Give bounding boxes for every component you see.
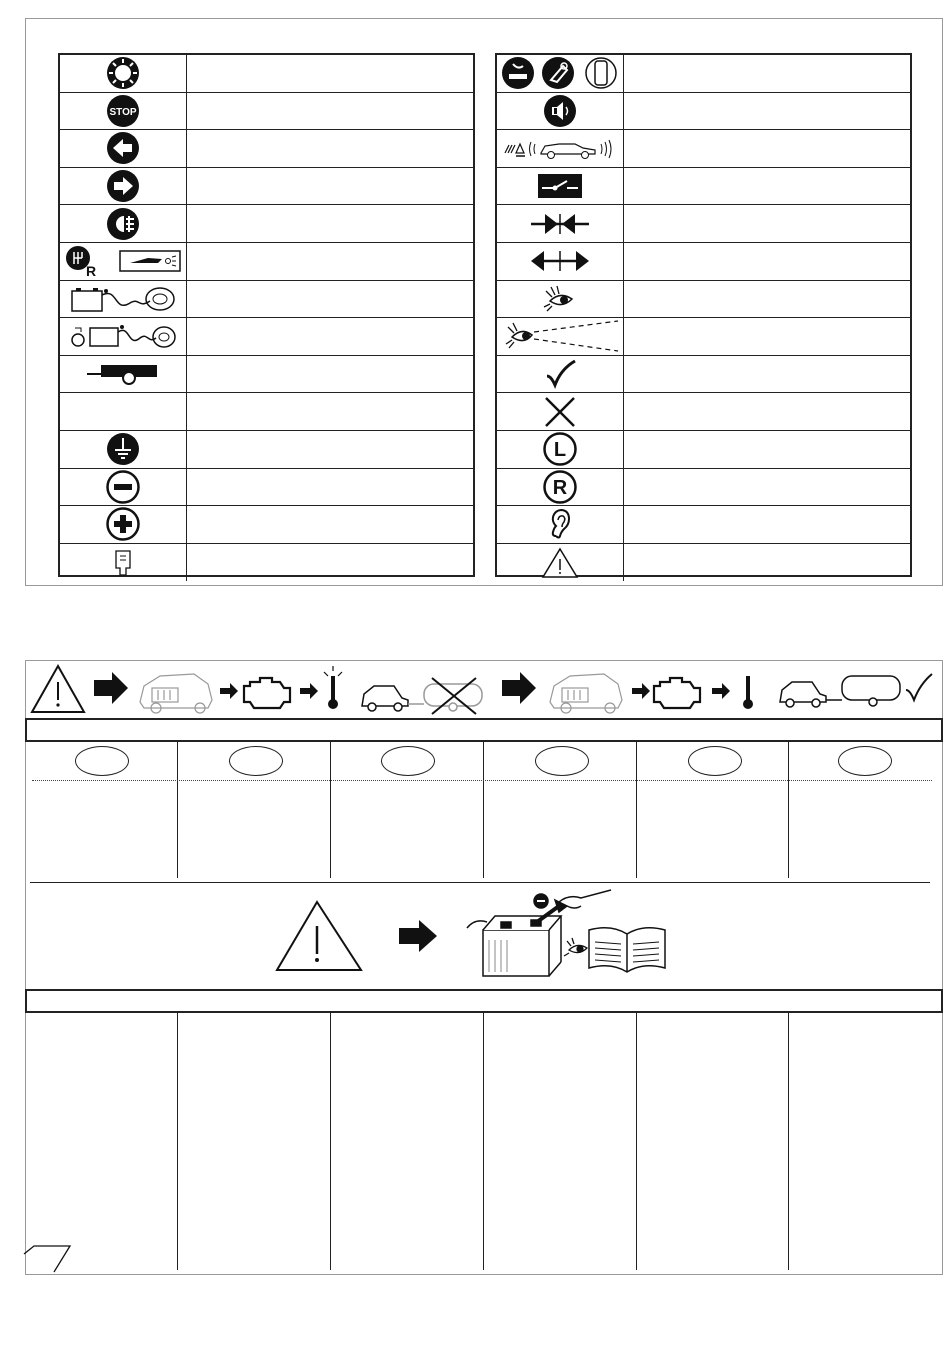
- arrows-inward-icon: [529, 211, 591, 237]
- ground-icon: [106, 432, 140, 466]
- symbol-table-left: [58, 53, 475, 577]
- step-badge-6: [838, 746, 892, 776]
- battery-warning-illustration: [275, 886, 675, 986]
- check-icon: [906, 674, 932, 700]
- legend-row: [497, 431, 910, 469]
- legend-row: [60, 93, 473, 131]
- engine-icon: [654, 678, 700, 708]
- legend-row: [60, 469, 473, 507]
- car-front-icon: [140, 674, 212, 713]
- parking-sensor-car-icon: [501, 133, 619, 163]
- legend-row: [60, 318, 473, 356]
- legend-label: [190, 168, 473, 205]
- legend-row: [497, 281, 910, 319]
- legend-label: [627, 393, 910, 430]
- legend-row: [60, 130, 473, 168]
- left-circle-icon: [543, 432, 577, 466]
- legend-row: [497, 93, 910, 131]
- reverse-light-icon: [64, 244, 184, 278]
- step-column-2: [178, 1013, 331, 1270]
- step-badge-2: [229, 746, 283, 776]
- stop-icon-text: STOP: [109, 106, 137, 118]
- turn-left-icon: [106, 131, 140, 165]
- legend-row: [60, 506, 473, 544]
- legend-row: [60, 544, 473, 582]
- arrow-small-icon: [632, 683, 650, 699]
- step-column-3: [331, 1013, 484, 1270]
- legend-label: [190, 243, 473, 280]
- step-column-1: [25, 1013, 178, 1270]
- reverse-icon-text: R: [86, 263, 97, 280]
- legend-row: [497, 506, 910, 544]
- eye-view-icon: [500, 319, 620, 353]
- step-badge-4: [535, 746, 589, 776]
- legend-row: [497, 205, 910, 243]
- legend-label: [190, 393, 473, 430]
- engine-icon: [244, 678, 290, 708]
- step-badge-1: [75, 746, 129, 776]
- rear-fog-light-icon: [106, 207, 140, 241]
- arrow-small-icon: [300, 683, 318, 699]
- step-badge-5: [688, 746, 742, 776]
- legend-label: [627, 243, 910, 280]
- section-divider: [30, 882, 930, 883]
- legend-row: [60, 55, 473, 93]
- legend-label: [190, 506, 473, 543]
- legend-label: [190, 431, 473, 468]
- legend-label: [627, 168, 910, 205]
- legend-label: [190, 356, 473, 393]
- legend-row: [60, 168, 473, 206]
- dotted-separator: [32, 780, 932, 781]
- switch-icon: [537, 173, 583, 199]
- car-trailer-crossed-icon: [362, 678, 482, 714]
- step-column-4: [484, 1013, 637, 1270]
- legend-label: [190, 281, 473, 318]
- legend-label: [190, 469, 473, 506]
- step-column-5: [637, 1013, 789, 1270]
- legend-row: [497, 393, 910, 431]
- legend-row: [497, 243, 910, 281]
- legend-label: [627, 281, 910, 318]
- arrow-right-icon: [94, 672, 128, 704]
- legend-row: [497, 469, 910, 507]
- page-number-tab: [22, 1244, 74, 1274]
- cross-icon: [543, 396, 577, 428]
- legend-row: [60, 356, 473, 394]
- trailer-icon: [87, 361, 159, 387]
- battery-charge-icon: [68, 283, 178, 315]
- legend-label: [627, 93, 910, 130]
- arrows-outward-icon: [529, 248, 591, 274]
- arrow-small-icon: [712, 683, 730, 699]
- warning-sequence-strip: [28, 662, 940, 718]
- legend-row: [497, 168, 910, 206]
- eye-check-icon: [564, 938, 587, 956]
- legend-row: [60, 205, 473, 243]
- legend-label: [627, 318, 910, 355]
- fuse-icon: [113, 548, 133, 578]
- turn-right-icon: [106, 169, 140, 203]
- legend-row: [60, 393, 473, 431]
- car-trailer-icon: [780, 676, 900, 707]
- legend-label: [627, 55, 910, 92]
- right-circle-icon: [543, 470, 577, 504]
- warning-icon: [32, 666, 84, 712]
- legend-label: [627, 431, 910, 468]
- legend-row: [60, 431, 473, 469]
- legend-label: [190, 55, 473, 92]
- arrow-small-icon: [220, 683, 238, 699]
- speaker-icon: [543, 94, 577, 128]
- legend-row: [497, 318, 910, 356]
- legend-label: [627, 544, 910, 582]
- legend-row: [497, 55, 910, 93]
- legend-label: [190, 544, 473, 582]
- symbol-table-right: [495, 53, 912, 577]
- step-badge-3: [381, 746, 435, 776]
- section-2-title-bar: [25, 989, 943, 1013]
- right-circle-text: R: [552, 476, 568, 499]
- check-icon: [543, 359, 577, 389]
- warning-icon: [541, 547, 579, 579]
- eye-check-icon: [542, 283, 578, 315]
- ear-icon: [548, 508, 572, 540]
- legend-label: [190, 318, 473, 355]
- fog-parking-icon: [501, 56, 619, 90]
- warning-icon: [277, 902, 361, 970]
- legend-label: [627, 356, 910, 393]
- battery-ignition-icon: [68, 320, 178, 352]
- stop-light-icon: [106, 94, 140, 128]
- legend-row: [497, 130, 910, 168]
- legend-row: [60, 281, 473, 319]
- legend-label: [190, 205, 473, 242]
- sidelight-icon: [106, 56, 140, 90]
- legend-row: [60, 243, 473, 281]
- left-circle-text: L: [553, 439, 567, 462]
- arrow-right-icon: [399, 920, 437, 952]
- minus-icon: [106, 470, 140, 504]
- thermometer-icon: [743, 676, 753, 709]
- legend-label: [190, 93, 473, 130]
- section-1-title-bar: [25, 718, 943, 742]
- manual-book-icon: [589, 928, 665, 972]
- legend-row: [497, 544, 910, 582]
- plus-icon: [106, 507, 140, 541]
- legend-label: [627, 506, 910, 543]
- legend-label: [190, 130, 473, 167]
- hot-thermometer-icon: [324, 666, 342, 709]
- legend-row: [497, 356, 910, 394]
- legend-label: [627, 469, 910, 506]
- legend-label: [627, 205, 910, 242]
- legend-label: [627, 130, 910, 167]
- car-front-icon: [550, 674, 622, 713]
- arrow-right-icon: [502, 672, 536, 704]
